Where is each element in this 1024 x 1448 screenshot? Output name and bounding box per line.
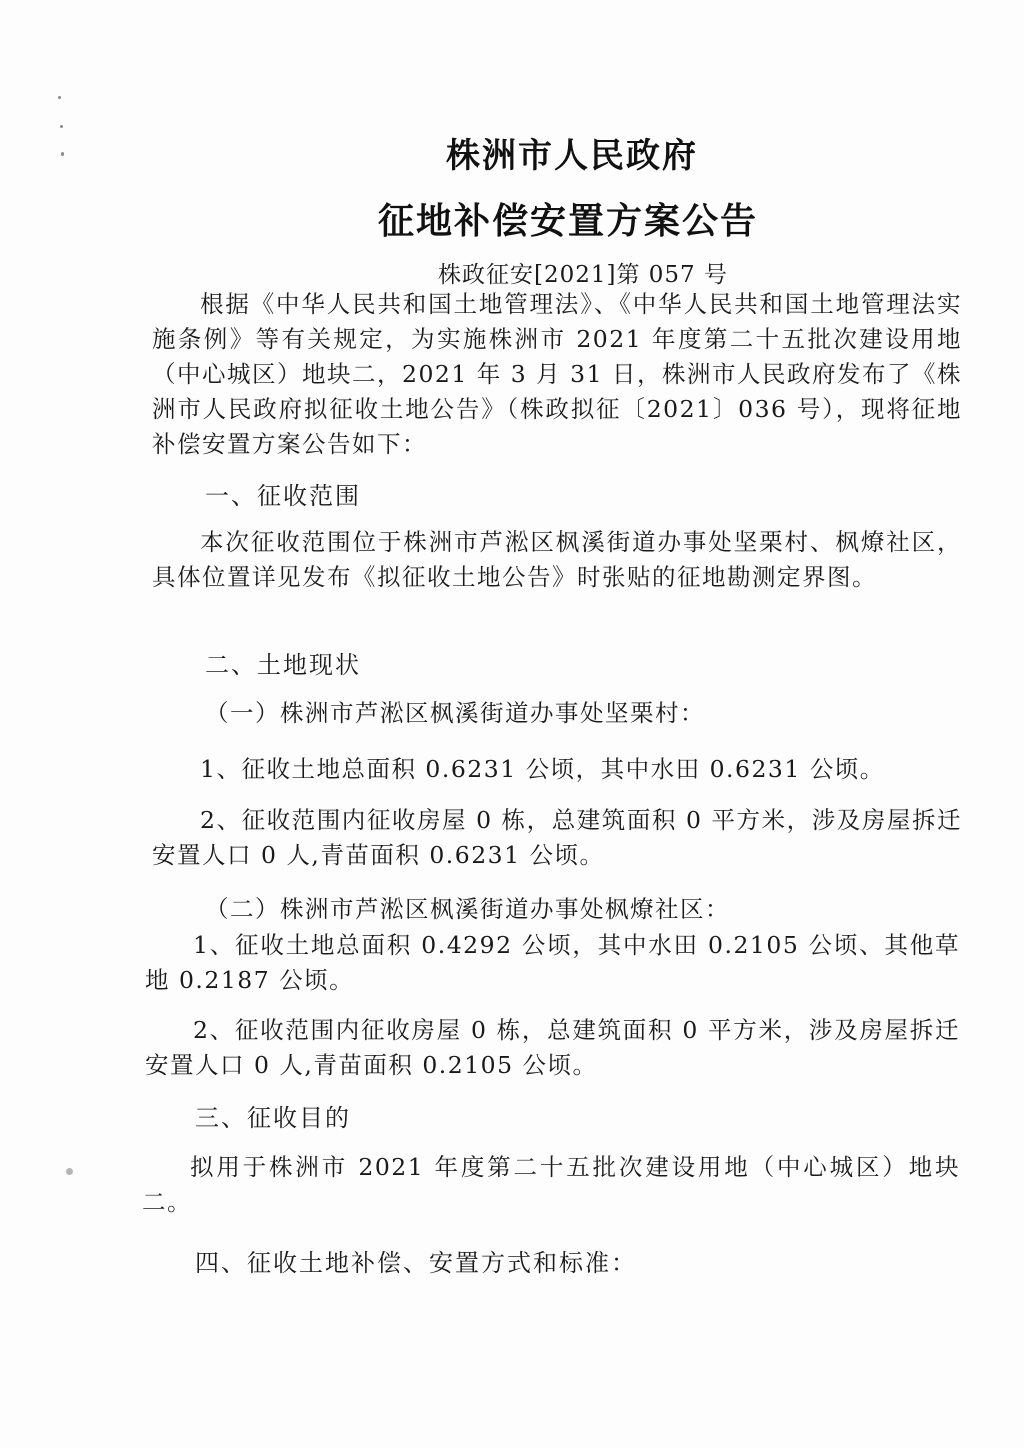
- page-title: 株洲市人民政府: [446, 136, 698, 176]
- page-subtitle: 征地补偿安置方案公告: [377, 201, 758, 242]
- scan-mark: [58, 96, 61, 99]
- list-item: 2、征收范围内征收房屋 0 栋，总建筑面积 0 平方米，涉及房屋拆迁安置人口 0 人,青苗面积 0.6231 公顷。: [152, 806, 962, 869]
- intro-paragraph: 根据《中华人民共和国土地管理法》、《中华人民共和国土地管理法实施条例》等有关规定，为实施株洲市 2021 年度第二十五批次建设用地（中心城区）地块二，2021 年 3 月 31 日，株洲市人民政府发布了《株洲市人民政府拟征收土地公告》（株政拟征〔2021〕036 号），现将征地补偿安置方案公告如下：: [152, 290, 963, 458]
- list-item: 2、征收范围内征收房屋 0 栋，总建筑面积 0 平方米，涉及房屋拆迁安置人口 0 人,青苗面积 0.2105 公顷。: [145, 1016, 960, 1079]
- section-heading-purpose: 三、征收目的: [195, 1104, 351, 1132]
- subsection-heading-fengliao-community: （二）株洲市芦淞区枫溪街道办事处枫燎社区：: [205, 895, 730, 923]
- section-heading-compensation: 四、征收土地补偿、安置方式和标准：: [195, 1249, 637, 1277]
- subsection-heading-jianli-village: （一）株洲市芦淞区枫溪街道办事处坚栗村：: [205, 699, 705, 727]
- scan-mark: [66, 1168, 73, 1175]
- document-number: 株政征安[2021]第 057 号: [438, 262, 729, 288]
- list-item: 1、征收土地总面积 0.6231 公顷，其中水田 0.6231 公顷。: [200, 755, 885, 783]
- section-heading-scope: 一、征收范围: [205, 482, 361, 510]
- list-item: 1、征收土地总面积 0.4292 公顷，其中水田 0.2105 公顷、其他草地 0.2187 公顷。: [145, 931, 960, 994]
- section-purpose-text: 拟用于株洲市 2021 年度第二十五批次建设用地（中心城区）地块二。: [142, 1153, 960, 1216]
- section-heading-land-status: 二、土地现状: [205, 651, 361, 679]
- section-scope-text: 本次征收范围位于株洲市芦淞区枫溪街道办事处坚栗村、枫燎社区，具体位置详见发布《拟征收土地公告》时张贴的征地勘测定界图。: [152, 528, 962, 591]
